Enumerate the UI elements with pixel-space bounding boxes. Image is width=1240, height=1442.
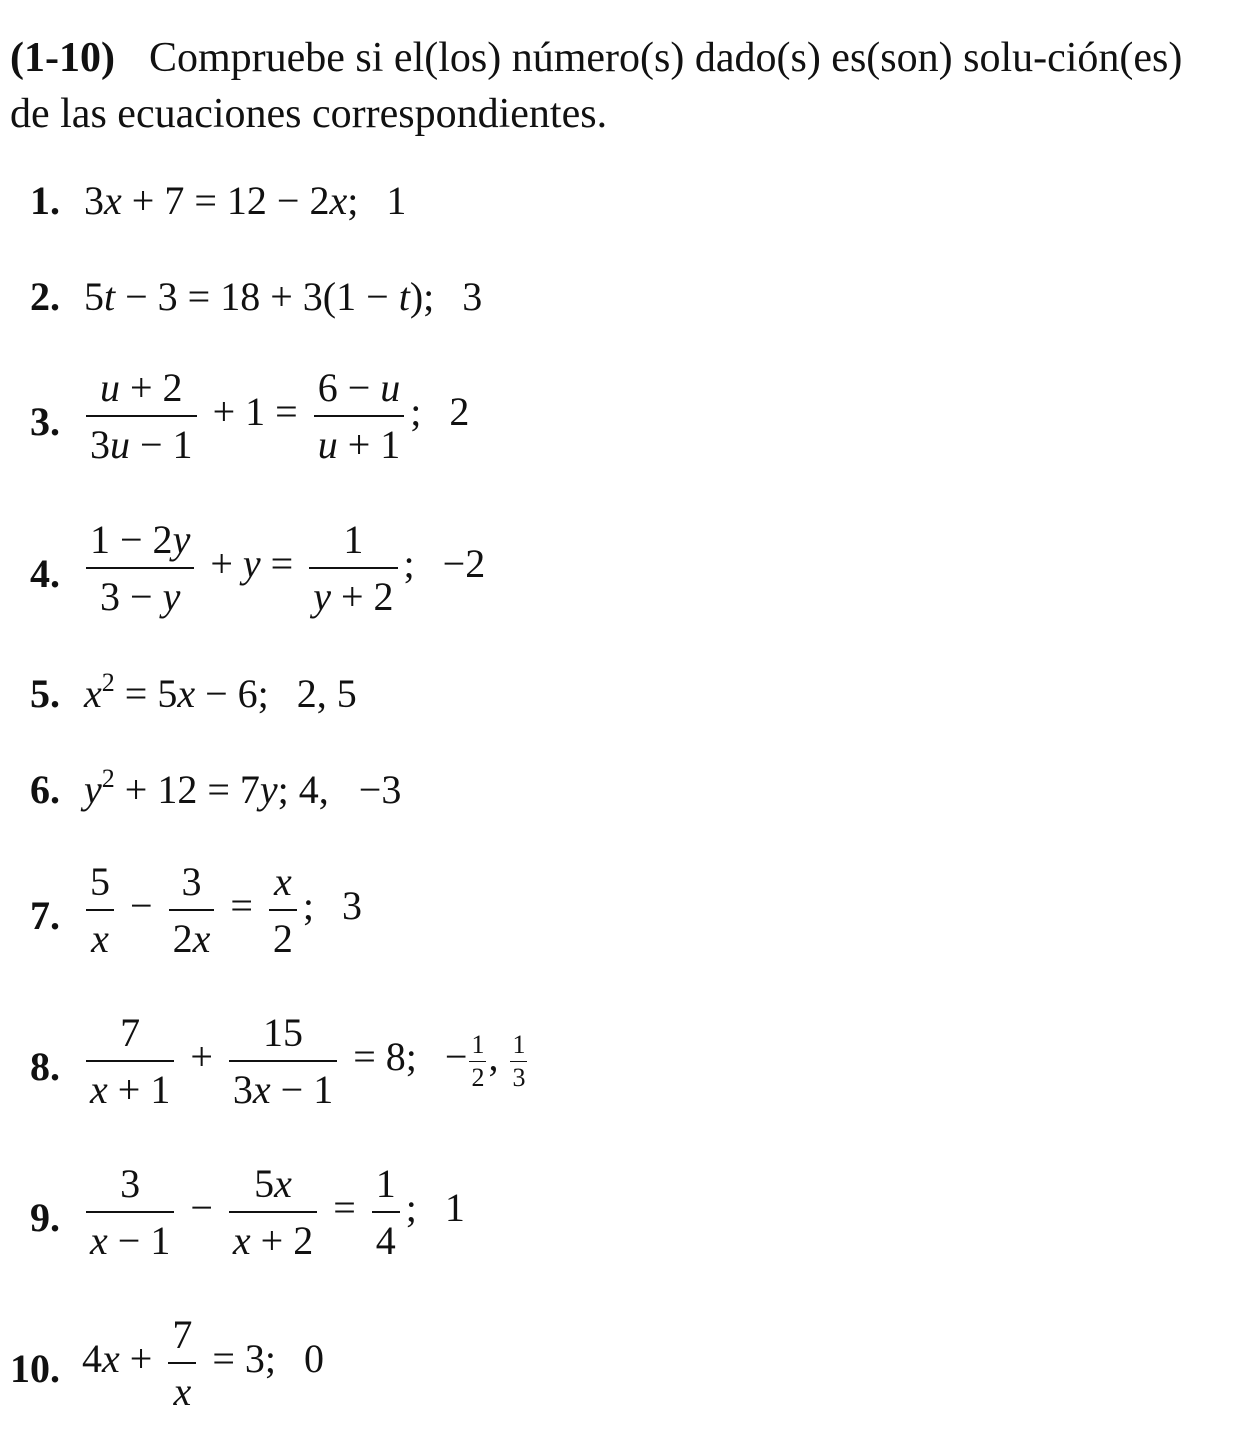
candidate-solution: 2 (449, 389, 470, 435)
problem-number: 7. (30, 893, 60, 938)
problem-number: 5. (30, 671, 60, 716)
equation-4: $\frac{1 - 2y}{3 - y}$ + y = $\frac{1}{y + 2}$ ; −2 (80, 516, 485, 620)
problem-number: 9. (30, 1195, 60, 1240)
equation-2: 5t − 3 = 18 + 3(1 − t); 3 (84, 274, 483, 319)
fraction: $\frac{7}{x}$ (168, 1311, 196, 1415)
minus-sign: − (444, 1034, 468, 1080)
candidate-solution: 2, 5 (296, 671, 357, 716)
problem-number: 6. (30, 767, 60, 812)
problem-number: 2. (30, 274, 60, 319)
fraction: $\frac{u + 2}{3u - 1}$ (86, 364, 197, 468)
candidate-solution: 4, −3 (298, 767, 402, 812)
candidate-solution: 1 (444, 1185, 465, 1231)
candidate-solution: −2 (442, 541, 486, 587)
candidate-solution: 3 (462, 274, 483, 319)
equation-6: $y^2 + 12 = 7y$; 4, −3 (84, 764, 402, 812)
equation-5: $x^2 = 5x - 6$; 2, 5 (84, 668, 357, 716)
candidate-solution: 1 (386, 178, 407, 223)
fraction: $\frac{5}{x}$ (86, 858, 114, 962)
equation-7: $\frac{5}{x}$ − $\frac{3}{2x}$ = $\frac{x}{2}$ ; 3 (80, 858, 362, 962)
equation-9: $\frac{3}{x - 1}$ − $\frac{5x}{x + 2}$ = $\frac{1}{4}$ ; 1 (80, 1160, 465, 1264)
fraction: $\frac{5x}{x + 2}$ (229, 1160, 317, 1264)
fraction: $\frac{1 - 2y}{3 - y}$ (86, 516, 194, 620)
fraction: $\frac{3}{2x}$ (169, 858, 215, 962)
equation-3: $\frac{u + 2}{3u - 1}$ + 1 = $\frac{6 - u}{u + 1}$ ; 2 (80, 364, 469, 468)
problem-number: 4. (30, 551, 60, 596)
fraction: $\frac{1}{y + 2}$ (309, 516, 397, 620)
problem-number: 1. (30, 178, 60, 223)
fraction: $\frac{6 - u}{u + 1}$ (314, 364, 405, 468)
fraction: $\frac{1}{4}$ (372, 1160, 400, 1264)
equation-10: 4x + $\frac{7}{x}$ = 3; 0 (82, 1312, 324, 1414)
candidate-solution: 0 (304, 1336, 324, 1382)
fraction: $\frac{15}{3x - 1}$ (229, 1009, 337, 1113)
candidate-solution: − $\frac{1}{2}$ , $\frac{1}{3}$ (444, 1029, 526, 1092)
fraction: $\frac{7}{x + 1}$ (86, 1009, 174, 1113)
instructions-text: Compruebe si el(los) número(s) dado(s) es(son) solu-ción(es) de las ecuaciones correspondientes. (10, 35, 1183, 137)
fraction: $\frac{3}{x - 1}$ (86, 1160, 174, 1264)
fraction: $\frac{1}{3}$ (512, 1029, 526, 1092)
problem-number: 10. (10, 1346, 60, 1391)
problem-range: (1-10) (10, 35, 115, 81)
equation-8: $\frac{7}{x + 1}$ + $\frac{15}{3x - 1}$ = 8; − $\frac{1}{2}$ , $\frac{1}{3}$ (80, 1009, 529, 1113)
fraction: $\frac{x}{2}$ (269, 858, 297, 962)
fraction: $\frac{1}{2}$ (471, 1029, 485, 1092)
instructions (10, 30, 1210, 142)
candidate-solution: 3 (342, 883, 363, 929)
problem-number: 3. (30, 399, 60, 444)
equation-1: 3x + 7 = 12 − 2x; 1 (84, 178, 407, 223)
problem-number: 8. (30, 1044, 60, 1089)
